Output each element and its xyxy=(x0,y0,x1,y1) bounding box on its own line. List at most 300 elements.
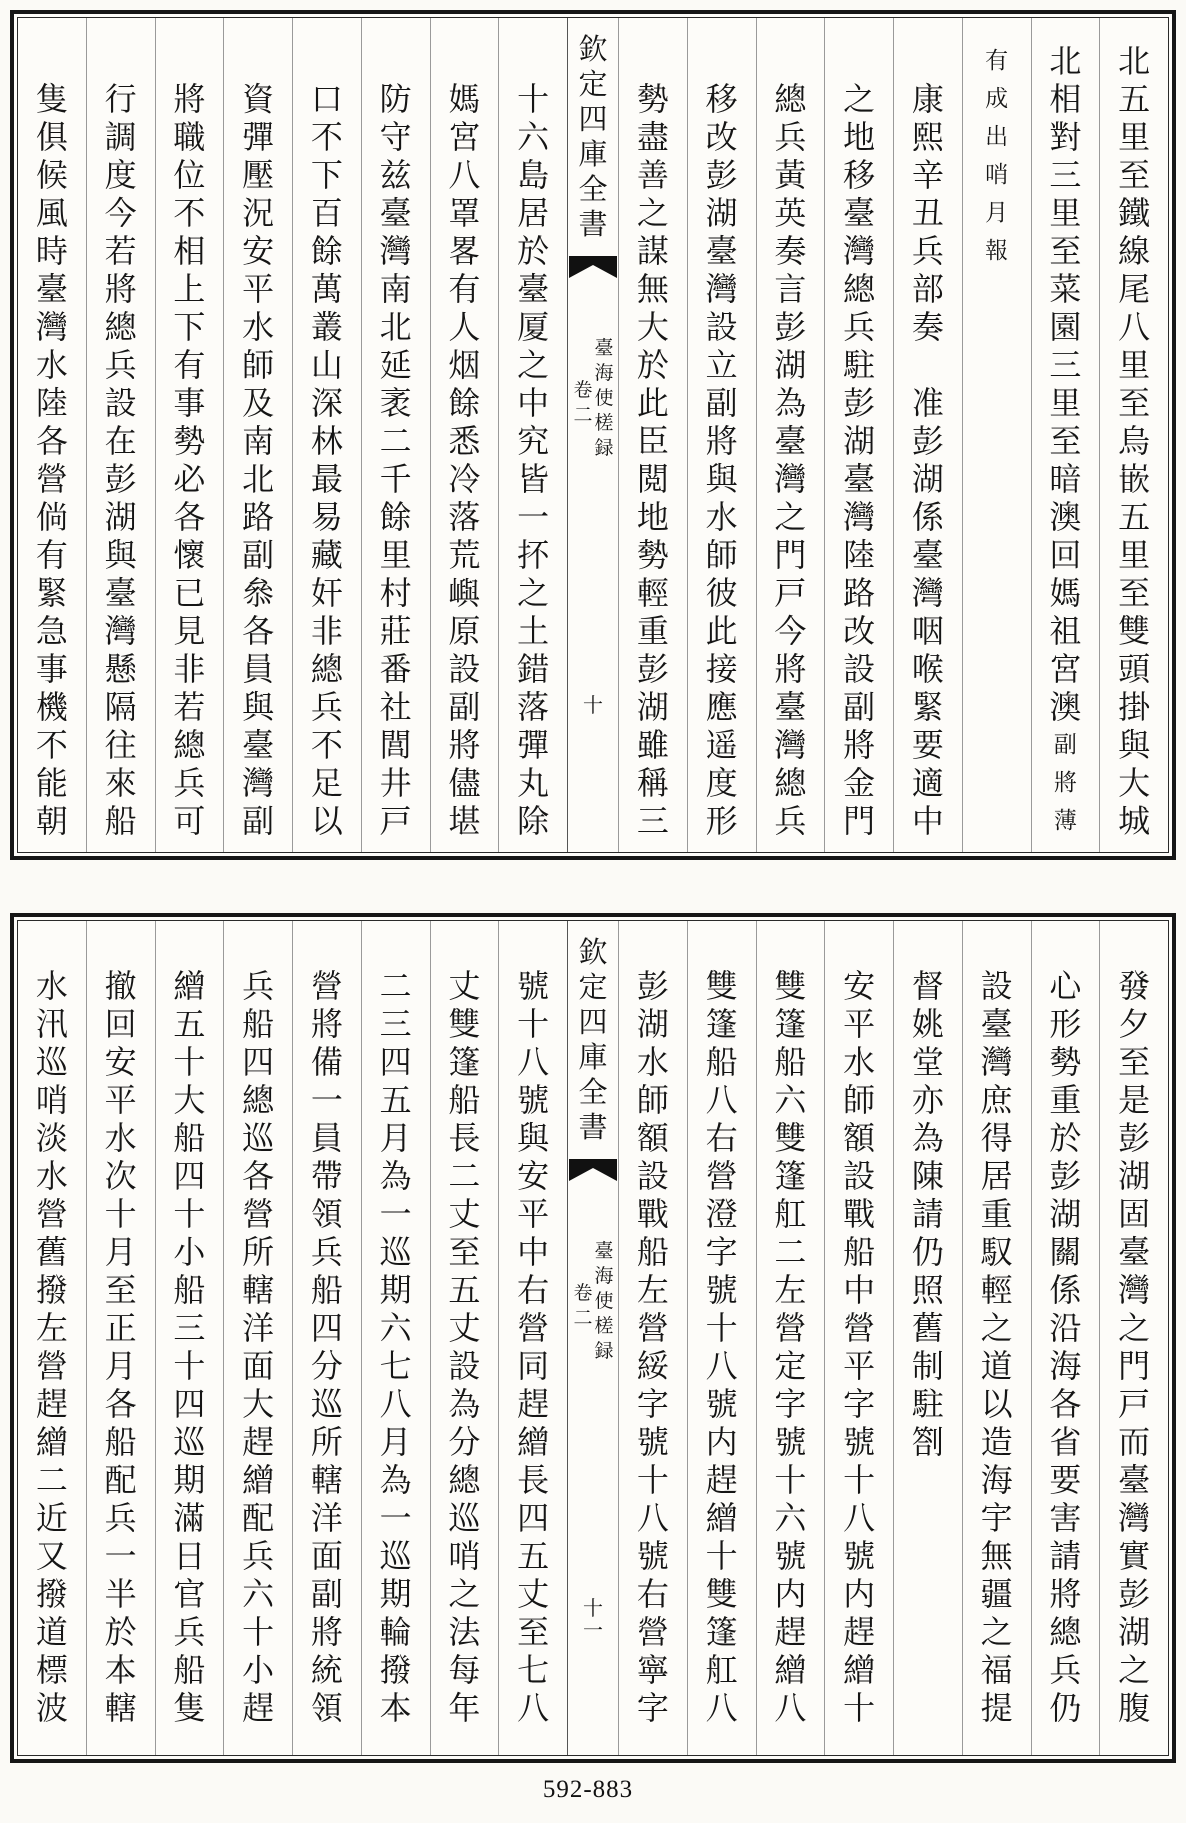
glyph: 八 xyxy=(517,1043,550,1081)
glyph: 此 xyxy=(705,612,738,650)
text-column xyxy=(1099,18,1168,852)
glyph: 内 xyxy=(705,1423,738,1461)
glyph: 駐 xyxy=(911,1385,944,1423)
glyph: 海 xyxy=(980,1461,1013,1499)
glyph: 繒 xyxy=(517,1423,550,1461)
text-column xyxy=(618,921,687,1755)
glyph: 左 xyxy=(35,1309,68,1347)
glyph: 盡 xyxy=(636,118,669,156)
glyph: 灣 xyxy=(35,308,68,346)
glyph: 配 xyxy=(104,1461,137,1499)
glyph: 有 xyxy=(448,270,481,308)
glyph: 設 xyxy=(980,967,1013,1005)
glyph: 四 xyxy=(242,1043,275,1081)
glyph: 十 xyxy=(517,1005,550,1043)
glyph: 四 xyxy=(379,1043,412,1081)
column-text xyxy=(366,967,426,1727)
text-column xyxy=(155,18,224,852)
glyph: 度 xyxy=(104,156,137,194)
glyph: 疆 xyxy=(980,1575,1013,1613)
glyph: 分 xyxy=(448,1423,481,1461)
glyph: 八 xyxy=(705,1081,738,1119)
glyph: 閲 xyxy=(636,460,669,498)
glyph: 寧 xyxy=(636,1651,669,1689)
glyph: 期 xyxy=(173,1461,206,1499)
glyph: 營 xyxy=(636,1309,669,1347)
glyph: 撤 xyxy=(104,967,137,1005)
glyph: 安 xyxy=(843,967,876,1005)
glyph: 門 xyxy=(843,802,876,840)
glyph: 臺 xyxy=(774,688,807,726)
glyph: 綏 xyxy=(636,1347,669,1385)
glyph: 湖 xyxy=(636,688,669,726)
glyph: 五 xyxy=(173,1005,206,1043)
glyph: 南 xyxy=(242,422,275,460)
glyph: 況 xyxy=(242,194,275,232)
glyph: 平 xyxy=(843,1347,876,1385)
glyph: 烏 xyxy=(1118,422,1151,460)
glyph: 船 xyxy=(104,802,137,840)
glyph: 四 xyxy=(578,102,608,136)
glyph: 辛 xyxy=(911,156,944,194)
glyph: 之 xyxy=(636,194,669,232)
glyph: 兵 xyxy=(1049,1651,1082,1689)
glyph: 已 xyxy=(173,574,206,612)
fishtail-mark xyxy=(569,256,617,280)
glyph: 繒 xyxy=(173,967,206,1005)
text-column xyxy=(962,18,1031,852)
glyph: 十 xyxy=(636,1461,669,1499)
glyph: 雙 xyxy=(1118,612,1151,650)
glyph: 之 xyxy=(980,1613,1013,1651)
glyph: 營 xyxy=(310,967,343,1005)
glyph: 冷 xyxy=(448,460,481,498)
glyph: 事 xyxy=(173,384,206,422)
glyph: 奏 xyxy=(911,308,944,346)
glyph: 左 xyxy=(636,1271,669,1309)
glyph: 風 xyxy=(35,194,68,232)
glyph: 畧 xyxy=(448,232,481,270)
glyph: 總 xyxy=(104,308,137,346)
glyph: 内 xyxy=(843,1575,876,1613)
glyph: 舊 xyxy=(35,1233,68,1271)
glyph: 將 xyxy=(705,422,738,460)
glyph: 湖 xyxy=(843,422,876,460)
column-text xyxy=(91,967,151,1727)
glyph: 提 xyxy=(980,1689,1013,1727)
glyph: 十 xyxy=(173,1347,206,1385)
glyph: 水 xyxy=(35,967,68,1005)
glyph: 船 xyxy=(636,1233,669,1271)
glyph: 宇 xyxy=(980,1499,1013,1537)
glyph: 庫 xyxy=(578,1040,608,1074)
glyph: 小 xyxy=(173,1233,206,1271)
glyph: 副 xyxy=(448,688,481,726)
glyph: 一 xyxy=(379,1195,412,1233)
glyph: 八 xyxy=(774,1689,807,1727)
glyph: 足 xyxy=(310,764,343,802)
glyph: 灣 xyxy=(705,270,738,308)
glyph: 總 xyxy=(310,650,343,688)
glyph: 北 xyxy=(1049,42,1082,80)
page-frame xyxy=(17,920,1169,1756)
glyph: 丑 xyxy=(911,194,944,232)
glyph: 十 xyxy=(843,1461,876,1499)
glyph: 餘 xyxy=(448,384,481,422)
glyph: 師 xyxy=(705,536,738,574)
glyph: 丈 xyxy=(517,1575,550,1613)
glyph: 臺 xyxy=(705,232,738,270)
glyph: 在 xyxy=(104,422,137,460)
glyph: 地 xyxy=(843,118,876,156)
glyph: 設 xyxy=(448,650,481,688)
glyph: 長 xyxy=(448,1119,481,1157)
glyph: 往 xyxy=(104,726,137,764)
glyph: 北 xyxy=(242,460,275,498)
glyph: 餘 xyxy=(310,232,343,270)
text-column xyxy=(687,921,756,1755)
glyph: 右 xyxy=(517,1271,550,1309)
column-text xyxy=(898,80,958,346)
glyph: 七 xyxy=(379,1347,412,1385)
glyph: 不 xyxy=(173,194,206,232)
glyph: 而 xyxy=(1118,1423,1151,1461)
glyph: 二 xyxy=(448,1157,481,1195)
glyph: 營 xyxy=(242,1195,275,1233)
glyph: 制 xyxy=(911,1347,944,1385)
glyph: 海 xyxy=(594,362,614,384)
glyph: 副 xyxy=(705,384,738,422)
glyph: 罩 xyxy=(448,194,481,232)
glyph: 趕 xyxy=(705,1461,738,1499)
glyph: 之 xyxy=(1118,1651,1151,1689)
glyph: 懸 xyxy=(104,650,137,688)
glyph: 媽 xyxy=(448,80,481,118)
glyph: 門 xyxy=(774,536,807,574)
glyph: 至 xyxy=(1118,156,1151,194)
glyph: 來 xyxy=(104,764,137,802)
glyph: 之 xyxy=(448,1575,481,1613)
glyph: 叅 xyxy=(242,574,275,612)
glyph: 八 xyxy=(843,1499,876,1537)
glyph: 備 xyxy=(310,1043,343,1081)
glyph: 遥 xyxy=(705,726,738,764)
glyph: 灣 xyxy=(1118,1271,1151,1309)
glyph: 相 xyxy=(1049,80,1082,118)
glyph: 臣 xyxy=(636,422,669,460)
glyph: 陸 xyxy=(35,384,68,422)
glyph: 舡 xyxy=(774,1195,807,1233)
annotation-text xyxy=(1045,726,1085,840)
glyph: 錯 xyxy=(517,650,550,688)
glyph: 船 xyxy=(705,1043,738,1081)
glyph: 萬 xyxy=(310,270,343,308)
glyph: 應 xyxy=(705,688,738,726)
glyph: 至 xyxy=(1118,1043,1151,1081)
glyph: 移 xyxy=(705,80,738,118)
column-text xyxy=(1104,42,1164,840)
glyph: 形 xyxy=(1049,1005,1082,1043)
glyph: 滿 xyxy=(173,1499,206,1537)
glyph: 守 xyxy=(379,118,412,156)
glyph: 彭 xyxy=(705,156,738,194)
glyph: 丈 xyxy=(448,1309,481,1347)
glyph: 番 xyxy=(379,650,412,688)
glyph: 相 xyxy=(173,232,206,270)
glyph: 於 xyxy=(1049,1119,1082,1157)
glyph: 門 xyxy=(1118,1347,1151,1385)
glyph: 卷 xyxy=(573,379,593,401)
text-column xyxy=(155,921,224,1755)
glyph: 回 xyxy=(104,1005,137,1043)
glyph: 居 xyxy=(980,1157,1013,1195)
glyph: 舡 xyxy=(705,1651,738,1689)
glyph: 十 xyxy=(517,80,550,118)
glyph: 彭 xyxy=(104,460,137,498)
glyph: 趕 xyxy=(242,1423,275,1461)
glyph: 防 xyxy=(379,80,412,118)
glyph: 灣 xyxy=(774,726,807,764)
collection-title xyxy=(568,32,618,242)
glyph: 稱 xyxy=(636,764,669,802)
glyph: 船 xyxy=(843,1233,876,1271)
glyph: 期 xyxy=(379,1575,412,1613)
glyph: 二 xyxy=(379,422,412,460)
glyph: 撥 xyxy=(379,1651,412,1689)
collection-title xyxy=(568,935,618,1145)
glyph: 不 xyxy=(310,726,343,764)
glyph: 鐵 xyxy=(1118,194,1151,232)
glyph: 設 xyxy=(843,650,876,688)
column-text xyxy=(228,967,288,1727)
glyph: 安 xyxy=(242,232,275,270)
glyph: 道 xyxy=(35,1613,68,1651)
glyph: 園 xyxy=(1049,308,1082,346)
glyph: 船 xyxy=(173,1271,206,1309)
glyph: 總 xyxy=(774,80,807,118)
glyph: 仍 xyxy=(1049,1689,1082,1727)
glyph: 所 xyxy=(242,1233,275,1271)
glyph: 英 xyxy=(774,194,807,232)
glyph: 灣 xyxy=(379,232,412,270)
glyph: 落 xyxy=(448,498,481,536)
glyph: 將 xyxy=(1049,1575,1082,1613)
glyph: 湖 xyxy=(1049,1195,1082,1233)
glyph: 設 xyxy=(448,1347,481,1385)
glyph: 彈 xyxy=(517,726,550,764)
glyph: 至 xyxy=(448,1233,481,1271)
glyph: 姚 xyxy=(911,1005,944,1043)
glyph: 地 xyxy=(636,498,669,536)
glyph: 至 xyxy=(517,1613,550,1651)
glyph: 雙 xyxy=(705,1575,738,1613)
glyph: 總 xyxy=(173,726,206,764)
column-text xyxy=(297,967,357,1727)
text-column xyxy=(86,921,155,1755)
glyph: 嶼 xyxy=(448,574,481,612)
glyph: 營 xyxy=(517,1309,550,1347)
glyph: 調 xyxy=(104,118,137,156)
glyph: 移 xyxy=(843,156,876,194)
glyph: 社 xyxy=(379,688,412,726)
glyph: 固 xyxy=(1118,1195,1151,1233)
glyph: 於 xyxy=(636,346,669,384)
glyph: 雙 xyxy=(448,1005,481,1043)
glyph: 二 xyxy=(774,1233,807,1271)
glyph: 書 xyxy=(578,207,608,241)
glyph: 將 xyxy=(448,726,481,764)
glyph: 八 xyxy=(705,1689,738,1727)
glyph: 水 xyxy=(636,1043,669,1081)
glyph: 三 xyxy=(379,1005,412,1043)
glyph: 月 xyxy=(104,1233,137,1271)
glyph: 五 xyxy=(517,1537,550,1575)
column-text xyxy=(898,384,958,840)
glyph: 戸 xyxy=(379,802,412,840)
glyph: 雖 xyxy=(636,726,669,764)
glyph: 至 xyxy=(1049,232,1082,270)
glyph: 面 xyxy=(242,1347,275,1385)
glyph: 非 xyxy=(310,612,343,650)
glyph: 事 xyxy=(35,650,68,688)
glyph: 緊 xyxy=(911,688,944,726)
glyph: 最 xyxy=(310,460,343,498)
glyph: 實 xyxy=(1118,1537,1151,1575)
glyph: 水 xyxy=(35,346,68,384)
glyph: 庫 xyxy=(578,137,608,171)
glyph: 原 xyxy=(448,612,481,650)
glyph: 卷 xyxy=(573,1282,593,1304)
glyph: 之 xyxy=(980,1309,1013,1347)
glyph: 庶 xyxy=(980,1081,1013,1119)
glyph: 水 xyxy=(705,498,738,536)
column-text xyxy=(297,80,357,840)
glyph: 每 xyxy=(448,1651,481,1689)
glyph: 餘 xyxy=(379,498,412,536)
glyph: 深 xyxy=(310,384,343,422)
glyph: 薄 xyxy=(1053,808,1077,834)
glyph: 口 xyxy=(310,80,343,118)
glyph: 月 xyxy=(379,1423,412,1461)
glyph: 奸 xyxy=(310,574,343,612)
glyph: 號 xyxy=(705,1271,738,1309)
glyph: 面 xyxy=(310,1537,343,1575)
glyph: 淡 xyxy=(35,1119,68,1157)
glyph: 輕 xyxy=(980,1271,1013,1309)
glyph: 位 xyxy=(173,156,206,194)
text-column xyxy=(1031,921,1100,1755)
glyph: 省 xyxy=(1049,1423,1082,1461)
glyph: 所 xyxy=(310,1423,343,1461)
glyph: 重 xyxy=(980,1195,1013,1233)
glyph: 接 xyxy=(705,650,738,688)
glyph: 轄 xyxy=(242,1271,275,1309)
glyph: 里 xyxy=(379,536,412,574)
glyph: 勢 xyxy=(1049,1043,1082,1081)
glyph: 閭 xyxy=(379,726,412,764)
glyph: 為 xyxy=(379,1461,412,1499)
glyph: 三 xyxy=(1049,346,1082,384)
glyph: 係 xyxy=(1049,1271,1082,1309)
text-column xyxy=(430,18,499,852)
glyph: 戸 xyxy=(1118,1385,1151,1423)
column-text xyxy=(434,80,494,840)
glyph: 次 xyxy=(104,1157,137,1195)
column-text xyxy=(829,80,889,840)
glyph: 一 xyxy=(379,1499,412,1537)
glyph: 烟 xyxy=(448,346,481,384)
glyph: 將 xyxy=(774,650,807,688)
glyph: 兵 xyxy=(911,232,944,270)
glyph: 字 xyxy=(636,1689,669,1727)
glyph: 八 xyxy=(379,1385,412,1423)
glyph: 下 xyxy=(173,308,206,346)
glyph: 荒 xyxy=(448,536,481,574)
glyph: 祖 xyxy=(1049,612,1082,650)
glyph: 副 xyxy=(1053,732,1077,758)
glyph: 莊 xyxy=(379,612,412,650)
glyph: 兵 xyxy=(310,688,343,726)
glyph: 營 xyxy=(35,1347,68,1385)
column-text xyxy=(1035,967,1095,1727)
glyph: 路 xyxy=(242,498,275,536)
glyph: 急 xyxy=(35,612,68,650)
glyph: 臺 xyxy=(774,422,807,460)
glyph: 灣 xyxy=(774,460,807,498)
glyph: 二 xyxy=(379,967,412,1005)
glyph: 七 xyxy=(517,1651,550,1689)
glyph: 奏 xyxy=(774,232,807,270)
glyph: 標 xyxy=(35,1651,68,1689)
glyph: 十 xyxy=(774,1461,807,1499)
glyph: 於 xyxy=(104,1613,137,1651)
glyph: 丈 xyxy=(448,1195,481,1233)
glyph: 彈 xyxy=(242,118,275,156)
column-text xyxy=(898,967,958,1461)
folio-number xyxy=(568,1597,618,1641)
glyph: 路 xyxy=(843,574,876,612)
glyph: 里 xyxy=(1118,118,1151,156)
glyph: 易 xyxy=(310,498,343,536)
annotation-text xyxy=(977,42,1017,270)
glyph: 副 xyxy=(843,688,876,726)
glyph: 洋 xyxy=(242,1309,275,1347)
glyph: 船 xyxy=(104,1423,137,1461)
column-text xyxy=(503,80,563,840)
column-text xyxy=(760,80,820,840)
glyph: 號 xyxy=(636,1537,669,1575)
glyph: 號 xyxy=(843,1537,876,1575)
glyph: 俱 xyxy=(35,118,68,156)
column-text xyxy=(760,967,820,1727)
text-column xyxy=(893,921,962,1755)
glyph: 四 xyxy=(310,1309,343,1347)
glyph: 度 xyxy=(705,764,738,802)
glyph: 臺 xyxy=(594,337,614,359)
glyph: 隔 xyxy=(104,688,137,726)
glyph: 福 xyxy=(980,1651,1013,1689)
glyph: 言 xyxy=(774,270,807,308)
glyph: 陸 xyxy=(843,536,876,574)
glyph: 營 xyxy=(843,1309,876,1347)
glyph: 造 xyxy=(980,1423,1013,1461)
column-text xyxy=(503,967,563,1727)
glyph: 使 xyxy=(594,387,614,409)
glyph: 三 xyxy=(636,802,669,840)
glyph: 各 xyxy=(173,498,206,536)
glyph: 統 xyxy=(310,1651,343,1689)
glyph: 將 xyxy=(173,80,206,118)
